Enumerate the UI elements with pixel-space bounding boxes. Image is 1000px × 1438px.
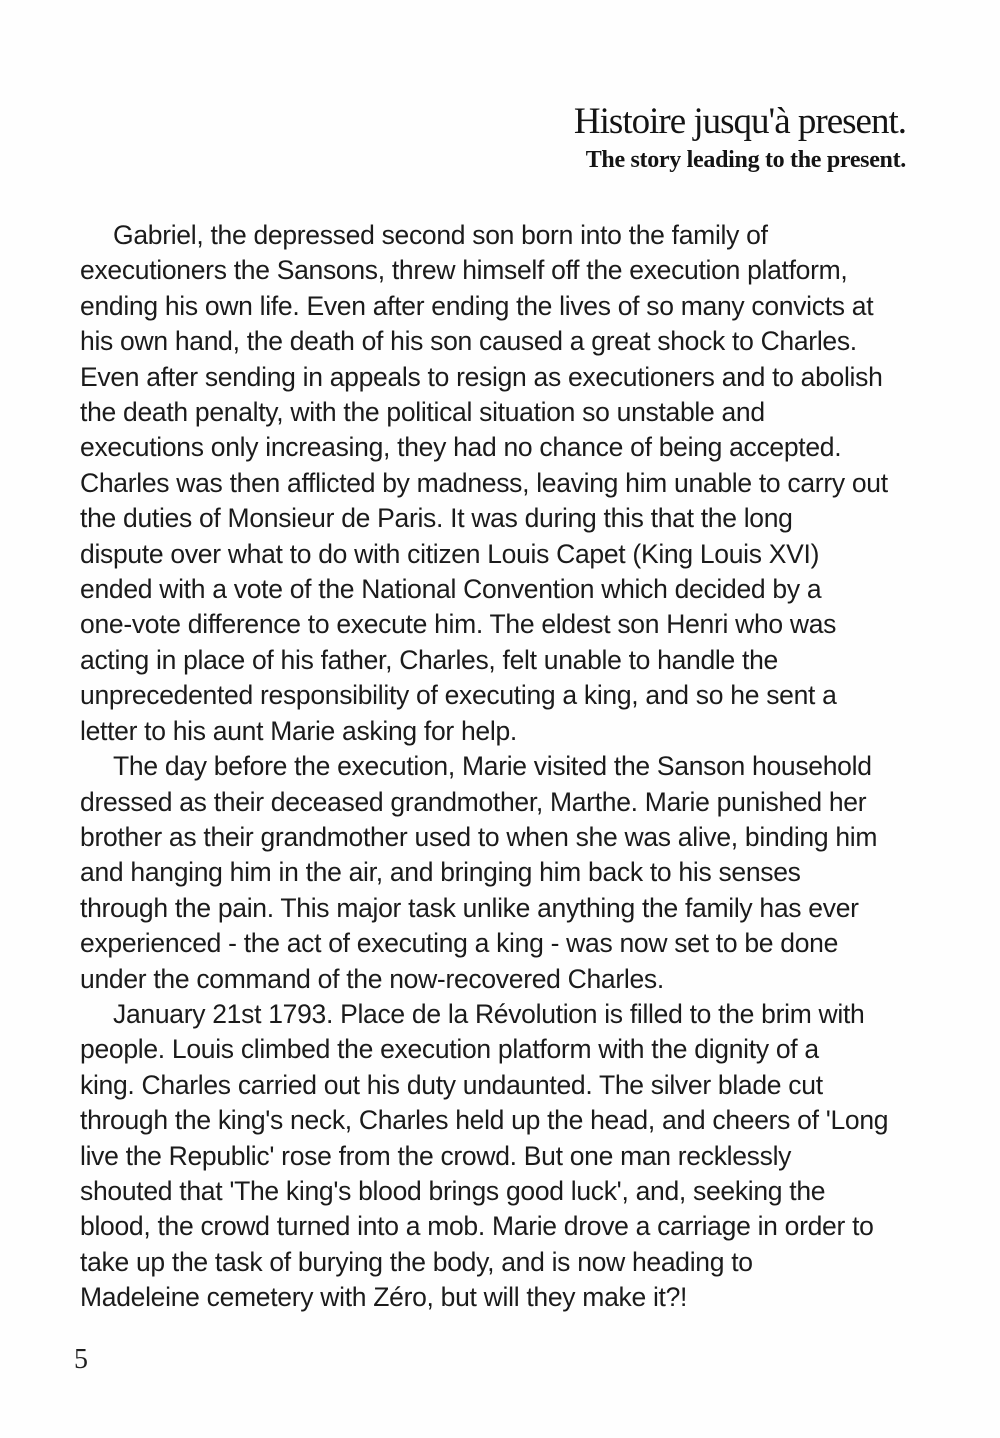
chapter-title: Histoire jusqu'à present. <box>573 101 906 142</box>
text-line: his own hand, the death of his son caused a great shock to Charles. <box>80 326 857 357</box>
chapter-subtitle: The story leading to the present. <box>585 146 906 173</box>
text-line: blood, the crowd turned into a mob. Marie drove a carriage in order to <box>80 1211 874 1242</box>
text-line: through the pain. This major task unlike anything the family has ever <box>80 892 859 923</box>
text-line: one-vote difference to execute him. The eldest son Henri who was <box>80 609 837 640</box>
paragraph <box>80 997 952 1316</box>
text-line: dressed as their deceased grandmother, Marthe. Marie punished her <box>80 786 867 817</box>
text-line: letter to his aunt Marie asking for help. <box>80 715 517 746</box>
text-line: king. Charles carried out his duty undaunted. The silver blade cut <box>80 1069 823 1100</box>
text-line: brother as their grandmother used to when she was alive, binding him <box>80 821 878 852</box>
text-line: Even after sending in appeals to resign as executioners and to abolish <box>80 361 883 392</box>
text-line: ended with a vote of the National Convention which decided by a <box>80 574 822 605</box>
text-line: executioners the Sansons, threw himself off the execution platform, <box>80 255 848 286</box>
text-line: January 21st 1793. Place de la Révolution is filled to the brim with <box>113 998 865 1029</box>
text-line: and hanging him in the air, and bringing him back to his senses <box>80 857 801 888</box>
text-line: experienced - the act of executing a king - was now set to be done <box>80 928 839 959</box>
text-line: Gabriel, the depressed second son born into the family of <box>113 220 768 250</box>
text-line: take up the task of burying the body, and is now heading to <box>80 1246 753 1277</box>
body-text <box>80 218 952 1316</box>
paragraph <box>80 749 952 997</box>
text-line: through the king's neck, Charles held up the head, and cheers of 'Long <box>80 1105 889 1136</box>
text-line: executions only increasing, they had no chance of being accepted. <box>80 432 842 463</box>
text-line: people. Louis climbed the execution platform with the dignity of a <box>80 1034 819 1065</box>
text-line: Madeleine cemetery with Zéro, but will they make it?! <box>80 1282 688 1313</box>
text-line: shouted that 'The king's blood brings good luck', and, seeking the <box>80 1175 826 1206</box>
text-line: acting in place of his father, Charles, felt unable to handle the <box>80 644 778 675</box>
text-line: live the Republic' rose from the crowd. But one man recklessly <box>80 1140 792 1171</box>
text-line: ending his own life. Even after ending the lives of so many convicts at <box>80 290 874 321</box>
text-line: Charles was then afflicted by madness, leaving him unable to carry out <box>80 467 888 498</box>
text-line: unprecedented responsibility of executing a king, and so he sent a <box>80 680 837 711</box>
text-line: The day before the execution, Marie visited the Sanson household <box>113 751 872 782</box>
text-line: the death penalty, with the political situation so unstable and <box>80 397 765 428</box>
page-number: 5 <box>74 1344 88 1375</box>
text-line: dispute over what to do with citizen Louis Capet (King Louis XVI) <box>80 538 820 569</box>
chapter-heading <box>574 101 906 173</box>
paragraph <box>80 218 952 749</box>
text-line: the duties of Monsieur de Paris. It was during this that the long <box>80 503 793 534</box>
text-line: under the command of the now-recovered Charles. <box>80 963 664 994</box>
